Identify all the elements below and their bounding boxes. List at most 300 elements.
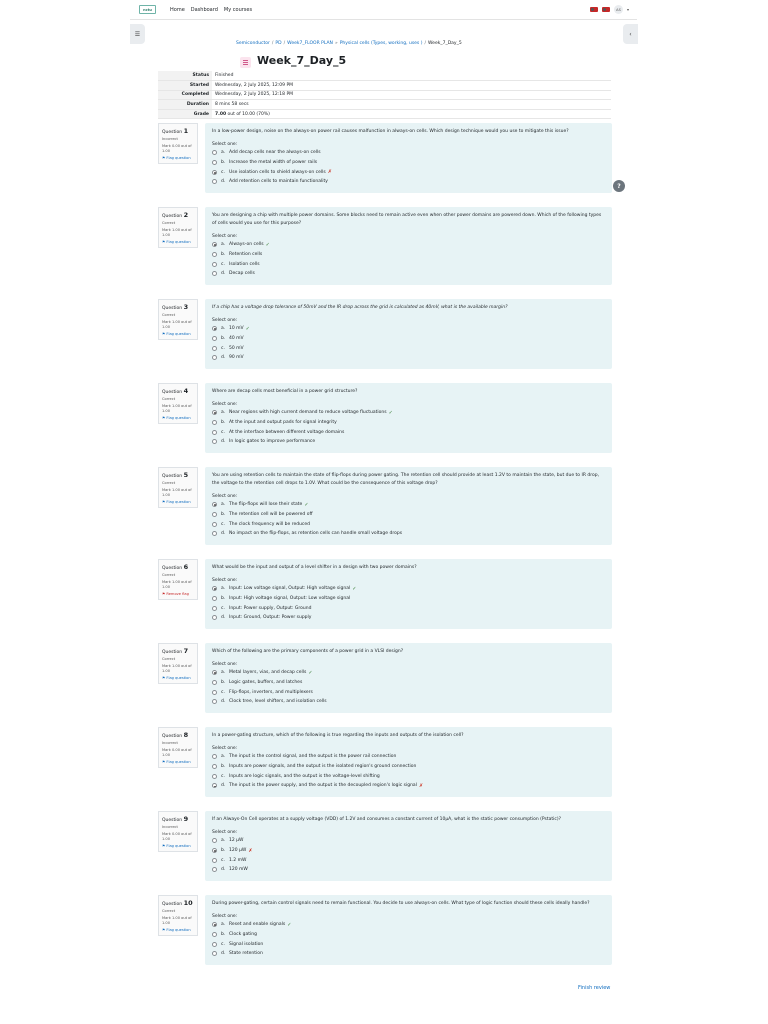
answer-radio[interactable] [212, 848, 217, 853]
question-status: Correct [162, 573, 176, 577]
correct-check-icon: ✓ [245, 325, 250, 332]
answer-letter: d. [221, 615, 226, 621]
answer-option[interactable] [212, 752, 605, 762]
answer-radio[interactable] [212, 615, 217, 620]
answer-radio[interactable] [212, 754, 217, 759]
select-one-prompt: Select one: [212, 234, 238, 239]
select-one-prompt: Select one: [212, 402, 238, 407]
answer-radio[interactable] [212, 838, 217, 843]
flag-question-button[interactable] [162, 844, 194, 848]
answer-radio[interactable] [212, 531, 217, 536]
summary-row-started [158, 81, 611, 91]
question-status: Correct [162, 909, 176, 913]
page-title: Week_7_Day_5 [257, 53, 347, 67]
question-number [162, 815, 194, 823]
answer-option[interactable] [212, 836, 605, 846]
select-one-prompt: Select one: [212, 746, 238, 751]
flag-icon: ⚑ [162, 156, 166, 160]
answer-letter: c. [221, 429, 225, 435]
answer-letter: d. [221, 951, 226, 957]
flag-label: Flag question [166, 332, 191, 336]
select-one-prompt: Select one: [212, 914, 238, 919]
answer-radio[interactable] [212, 252, 217, 257]
question-info [158, 467, 198, 508]
question-label: Question [162, 650, 183, 655]
answer-letter: b. [221, 420, 226, 426]
flag-label: Flag question [166, 416, 191, 420]
answer-radio[interactable] [212, 932, 217, 937]
answer-text: The flip-flops will lose their state [229, 502, 303, 508]
question-text: Where are decap cells most beneficial in a power grid structure? [212, 389, 358, 394]
summary-row-status [158, 71, 611, 81]
flag-question-button[interactable] [162, 332, 194, 336]
question-number [162, 303, 194, 311]
answer-radio[interactable] [212, 867, 217, 872]
summary-label: Completed [158, 90, 212, 100]
answer-option[interactable] [212, 269, 605, 279]
answer-radio[interactable] [212, 522, 217, 527]
site-logo[interactable]: nctu [139, 5, 156, 14]
answer-text: 120 mW [229, 867, 248, 873]
answer-radio[interactable] [212, 150, 217, 155]
answer-radio[interactable] [212, 951, 217, 956]
answer-option[interactable] [212, 158, 605, 168]
answer-radio[interactable] [212, 410, 217, 415]
answer-letter: c. [221, 521, 225, 527]
question-content [205, 467, 612, 545]
answer-option[interactable] [212, 418, 605, 428]
answer-letter: a. [221, 838, 226, 844]
answer-radio[interactable] [212, 699, 217, 704]
question-info [158, 299, 198, 340]
answer-option[interactable] [212, 427, 605, 437]
summary-label: Duration [158, 100, 212, 110]
answer-letter: c. [221, 345, 225, 351]
course-index-toggle-button[interactable] [130, 24, 145, 44]
answer-text: Add retention cells to maintain functionality [229, 179, 328, 185]
select-one-prompt: Select one: [212, 662, 238, 667]
answer-letter: a. [221, 242, 226, 248]
summary-label: Status [158, 71, 212, 81]
question-text: During power-gating, certain control signals need to remain functional. You decide to use always-on cells. What type of logic function should these cells ideally handle? [212, 901, 590, 906]
question-number-value: 10 [183, 899, 193, 907]
question-mark: Mark 1.00 out of 1.00 [162, 916, 192, 925]
answer-option[interactable] [212, 668, 605, 678]
answer-option[interactable] [212, 353, 605, 363]
correct-check-icon: ✓ [388, 409, 393, 416]
answer-radio[interactable] [212, 439, 217, 444]
answer-option[interactable] [212, 250, 605, 260]
question-content [205, 123, 612, 193]
question-text: You are using retention cells to maintain the state of flip-flops during power gating. The retention cell should provide at least 1.2V to maintain the state, but due to IR drop, the voltage to the retention cell drops to 1.0V. What could be the consequence of this voltage drop? [212, 473, 600, 486]
answer-option[interactable] [212, 500, 605, 510]
answer-radio[interactable] [212, 346, 217, 351]
answer-option[interactable] [212, 584, 605, 594]
answer-letter: b. [221, 252, 226, 258]
question-number [162, 127, 194, 135]
user-avatar[interactable]: AS [614, 5, 623, 14]
incorrect-cross-icon: ✗ [327, 169, 332, 176]
answer-radio[interactable] [212, 670, 217, 675]
answer-text: Inputs are logic signals, and the output is the voltage-level shifting [229, 773, 380, 779]
breadcrumb-separator: / [283, 41, 286, 46]
question-text: Which of the following are the primary components of a power grid in a VLSI design? [212, 649, 404, 654]
flag-label: Remove flag [166, 592, 189, 596]
question-number [162, 471, 194, 479]
flag-label: Flag question [166, 240, 191, 244]
answer-radio[interactable] [212, 774, 217, 779]
answer-letter: d. [221, 783, 226, 789]
answer-option[interactable] [212, 687, 605, 697]
answer-option[interactable] [212, 865, 605, 875]
answer-radio[interactable] [212, 179, 217, 184]
answer-letter: b. [221, 596, 226, 602]
question-number [162, 387, 194, 395]
flag-question-button[interactable] [162, 760, 194, 764]
answer-letter: a. [221, 586, 226, 592]
question-info [158, 811, 198, 852]
answer-text: Logic gates, buffers, and latches [229, 680, 303, 686]
question-label: Question [162, 474, 183, 479]
question-text: You are designing a chip with multiple power domains. Some blocks need to remain active even when other power domains are powered down. Which of the following types of cells would you use for this purpose? [212, 213, 602, 226]
question-content [205, 299, 612, 369]
answer-text: Decap cells [229, 271, 255, 277]
question-label: Question [162, 214, 183, 219]
flag-icon: ⚑ [162, 332, 166, 336]
question-label: Question [162, 902, 183, 907]
answer-option[interactable] [212, 148, 605, 158]
answer-text: 90 mV [229, 355, 244, 361]
question-number-value: 9 [183, 815, 189, 823]
question-10 [158, 895, 612, 965]
breadcrumb-item[interactable]: Physical cells (Types, working, uses ) [339, 41, 423, 46]
question-mark: Mark 1.00 out of 1.00 [162, 320, 192, 329]
question-2 [158, 207, 612, 285]
answer-text: No impact on the flip-flops, as retention cells can handle small voltage drops [229, 531, 403, 537]
question-number-value: 3 [183, 303, 189, 311]
answer-option[interactable] [212, 343, 605, 353]
summary-value: Finished [212, 71, 611, 81]
breadcrumb-item[interactable]: PD [275, 41, 282, 46]
question-content [205, 895, 612, 965]
question-text: If a chip has a voltage drop tolerance of 50mV and the IR drop across the grid is calculated as 40mV, what is the available margin? [212, 305, 508, 310]
question-content [205, 207, 612, 285]
answer-letter: c. [221, 261, 225, 267]
answer-letter: c. [221, 773, 225, 779]
answer-text: Isolation cells [229, 261, 260, 267]
answer-option[interactable] [212, 846, 605, 856]
answer-option[interactable] [212, 697, 605, 707]
summary-row-completed [158, 90, 611, 100]
answer-letter: d. [221, 439, 226, 445]
answer-option[interactable] [212, 762, 605, 772]
answer-letter: a. [221, 410, 226, 416]
answer-option[interactable] [212, 510, 605, 520]
answer-radio[interactable] [212, 271, 217, 276]
answer-radio[interactable] [212, 430, 217, 435]
question-status: Correct [162, 397, 176, 401]
question-4 [158, 383, 612, 453]
flag-question-button[interactable] [162, 928, 194, 932]
attempt-summary-table [158, 71, 611, 119]
question-text: In a low-power design, noise on the always-on power rail causes malfunction in always-on cells. Which design technique would you use to mitigate this issue? [212, 129, 569, 134]
answer-text: In logic gates to improve performance [229, 439, 316, 445]
answer-radio[interactable] [212, 596, 217, 601]
question-status: Correct [162, 481, 176, 485]
answer-letter: a. [221, 502, 226, 508]
answer-text: Input: Ground, Output: Power supply [229, 615, 312, 621]
answer-radio[interactable] [212, 242, 217, 247]
answer-option[interactable] [212, 408, 605, 418]
question-number-value: 5 [183, 471, 189, 479]
answer-option[interactable] [212, 781, 605, 791]
answer-text: 1.2 mW [229, 857, 247, 863]
answer-option[interactable] [212, 240, 605, 250]
question-number-value: 4 [183, 387, 189, 395]
answer-text: 120 μW [229, 848, 247, 854]
answer-text: Near regions with high current demand to reduce voltage fluctuations [229, 410, 387, 416]
question-label: Question [162, 566, 183, 571]
answer-option[interactable] [212, 594, 605, 604]
question-number [162, 647, 194, 655]
answer-text: The retention cell will be powered off [229, 512, 313, 518]
flag-question-button[interactable] [162, 676, 194, 680]
answer-option[interactable] [212, 334, 605, 344]
question-label: Question [162, 818, 183, 823]
flag-icon: ⚑ [162, 844, 166, 848]
answer-option[interactable] [212, 324, 605, 334]
incorrect-cross-icon: ✗ [248, 847, 253, 854]
answer-option[interactable] [212, 529, 605, 539]
breadcrumb-current: Week_7_Day_5 [428, 41, 462, 46]
answer-option[interactable] [212, 678, 605, 688]
answer-radio[interactable] [212, 262, 217, 267]
answer-radio[interactable] [212, 326, 217, 331]
correct-check-icon: ✓ [304, 501, 309, 508]
answer-option[interactable] [212, 167, 605, 177]
answer-letter: d. [221, 699, 226, 705]
answer-text: Input: Low voltage signal, Output: High voltage signal [229, 586, 351, 592]
answer-text: 50 mV [229, 345, 244, 351]
question-mark: Mark 1.00 out of 1.00 [162, 404, 192, 413]
answer-radio[interactable] [212, 690, 217, 695]
question-info [158, 559, 198, 600]
question-content [205, 811, 612, 881]
answer-text: 10 mV [229, 326, 244, 332]
answer-letter: c. [221, 605, 225, 611]
answer-radio[interactable] [212, 336, 217, 341]
question-info [158, 727, 198, 768]
finish-review-link[interactable]: Finish review [578, 985, 611, 991]
flag-label: Flag question [166, 500, 191, 504]
answer-radio[interactable] [212, 606, 217, 611]
breadcrumb-item[interactable]: Week7_FLOOR PLAN [287, 41, 333, 46]
answer-text: Input: Power supply, Output: Ground [229, 605, 312, 611]
help-button[interactable]: ? [613, 180, 625, 192]
question-1 [158, 123, 612, 193]
question-content [205, 383, 612, 453]
question-number [162, 731, 194, 739]
answer-text: At the input and output pads for signal integrity [229, 420, 337, 426]
answer-letter: b. [221, 848, 226, 854]
answer-radio[interactable] [212, 942, 217, 947]
question-info [158, 207, 198, 248]
answer-letter: a. [221, 922, 226, 928]
question-mark: Mark 1.00 out of 1.00 [162, 580, 192, 589]
correct-check-icon: ✓ [308, 669, 313, 676]
flag-icon: ⚑ [162, 928, 166, 932]
question-8 [158, 727, 612, 797]
question-status: Incorrect [162, 137, 178, 141]
question-status: Correct [162, 657, 176, 661]
question-status: Correct [162, 313, 176, 317]
menu-icon: ☰ [134, 30, 141, 38]
answer-text: Add decap cells near the always-on cells [229, 150, 321, 156]
answer-letter: d. [221, 271, 226, 277]
question-text: In a power-gating structure, which of the following is true regarding the inputs and outputs of the isolation cell? [212, 733, 464, 738]
grade-value: 7.00 [215, 111, 227, 117]
select-one-prompt: Select one: [212, 142, 238, 147]
flag-label: Flag question [166, 928, 191, 932]
answer-text: The input is the control signal, and the output is the power rail connection [229, 754, 397, 760]
summary-value: Wednesday, 2 July 2025, 12:09 PM [212, 81, 611, 91]
answer-option[interactable] [212, 613, 605, 623]
answer-radio[interactable] [212, 420, 217, 425]
question-3 [158, 299, 612, 369]
breadcrumb-item[interactable]: Semiconductor [236, 41, 270, 46]
question-content [205, 559, 612, 629]
answer-option[interactable] [212, 437, 605, 447]
answer-letter: b. [221, 764, 226, 770]
answer-option[interactable] [212, 930, 605, 940]
answer-text: Clock tree, level shifters, and isolation cells [229, 699, 327, 705]
question-info [158, 643, 198, 684]
grade-total: out of 10.00 (70%) [226, 111, 270, 117]
answer-letter: b. [221, 932, 226, 938]
summary-value: Wednesday, 2 July 2025, 12:18 PM [212, 90, 611, 100]
answer-letter: b. [221, 512, 226, 518]
answer-letter: d. [221, 531, 226, 537]
question-number [162, 563, 194, 571]
answer-text: The clock frequency will be reduced [229, 521, 311, 527]
answer-option[interactable] [212, 259, 605, 269]
answer-option[interactable] [212, 949, 605, 959]
answer-option[interactable] [212, 855, 605, 865]
block-drawer-toggle-button[interactable] [623, 24, 638, 44]
top-navbar [130, 0, 637, 20]
page-header [240, 52, 346, 68]
flag-question-button[interactable] [162, 416, 194, 420]
answer-letter: a. [221, 670, 226, 676]
user-menu-chevron-icon[interactable]: ▾ [626, 7, 629, 12]
question-mark: Mark 0.00 out of 1.00 [162, 748, 192, 757]
question-label: Question [162, 306, 183, 311]
flag-label: Flag question [166, 844, 191, 848]
answer-option[interactable] [212, 939, 605, 949]
answer-radio[interactable] [212, 858, 217, 863]
answer-radio[interactable] [212, 512, 217, 517]
answer-text: Use isolation cells to shield always-on cells [229, 169, 326, 175]
correct-check-icon: ✓ [287, 921, 292, 928]
summary-value [212, 109, 611, 119]
answer-option[interactable] [212, 603, 605, 613]
correct-check-icon: ✓ [265, 241, 270, 248]
flag-question-button[interactable] [162, 156, 194, 160]
nav-dashboard-link[interactable]: Dashboard [190, 6, 218, 13]
flag-icon: ⚑ [162, 240, 166, 244]
question-label: Question [162, 734, 183, 739]
question-mark: Mark 0.00 out of 1.00 [162, 144, 192, 153]
answer-text: Reset and enable signals [229, 922, 286, 928]
answer-letter: a. [221, 754, 226, 760]
flag-icon: ⚑ [162, 592, 166, 596]
correct-check-icon: ✓ [352, 585, 357, 592]
question-number-value: 6 [183, 563, 189, 571]
answer-radio[interactable] [212, 355, 217, 360]
answer-radio[interactable] [212, 502, 217, 507]
question-label: Question [162, 130, 183, 135]
answer-option[interactable] [212, 177, 605, 187]
nav-my-courses-link[interactable]: My courses [223, 6, 253, 13]
answer-option[interactable] [212, 771, 605, 781]
answer-option[interactable] [212, 519, 605, 529]
messages-icon[interactable] [602, 7, 610, 12]
question-mark: Mark 1.00 out of 1.00 [162, 664, 192, 673]
answer-radio[interactable] [212, 170, 217, 175]
question-content [205, 727, 612, 797]
answer-option[interactable] [212, 920, 605, 930]
question-label: Question [162, 390, 183, 395]
flag-question-button[interactable] [162, 500, 194, 504]
notifications-icon[interactable] [590, 7, 598, 12]
select-one-prompt: Select one: [212, 318, 238, 323]
answer-text: Flip-flops, inverters, and multiplexers [229, 689, 313, 695]
flag-question-button[interactable] [162, 592, 194, 596]
answer-letter: c. [221, 941, 225, 947]
answer-text: State retention [229, 951, 263, 957]
user-menu-area [590, 5, 629, 14]
answer-radio[interactable] [212, 764, 217, 769]
flag-icon: ⚑ [162, 760, 166, 764]
answer-radio[interactable] [212, 586, 217, 591]
answer-text: Always-on cells [229, 242, 264, 248]
chevron-left-icon: ‹ [629, 30, 632, 38]
answer-radio[interactable] [212, 160, 217, 165]
question-9 [158, 811, 612, 881]
answer-radio[interactable] [212, 680, 217, 685]
breadcrumb-separator: / [271, 41, 274, 46]
answer-radio[interactable] [212, 922, 217, 927]
answer-letter: d. [221, 179, 226, 185]
flag-label: Flag question [166, 760, 191, 764]
question-status: Correct [162, 221, 176, 225]
answer-text: Signal isolation [229, 941, 264, 947]
question-number [162, 899, 194, 907]
flag-icon: ⚑ [162, 676, 166, 680]
select-one-prompt: Select one: [212, 578, 238, 583]
answer-letter: b. [221, 336, 226, 342]
question-number-value: 8 [183, 731, 189, 739]
nav-home-link[interactable]: Home [170, 6, 185, 13]
question-status: Incorrect [162, 741, 178, 745]
flag-question-button[interactable] [162, 240, 194, 244]
answer-letter: a. [221, 326, 226, 332]
question-6 [158, 559, 612, 629]
answer-radio[interactable] [212, 783, 217, 788]
answer-letter: c. [221, 689, 225, 695]
question-7 [158, 643, 612, 713]
question-mark: Mark 1.00 out of 1.00 [162, 228, 192, 237]
